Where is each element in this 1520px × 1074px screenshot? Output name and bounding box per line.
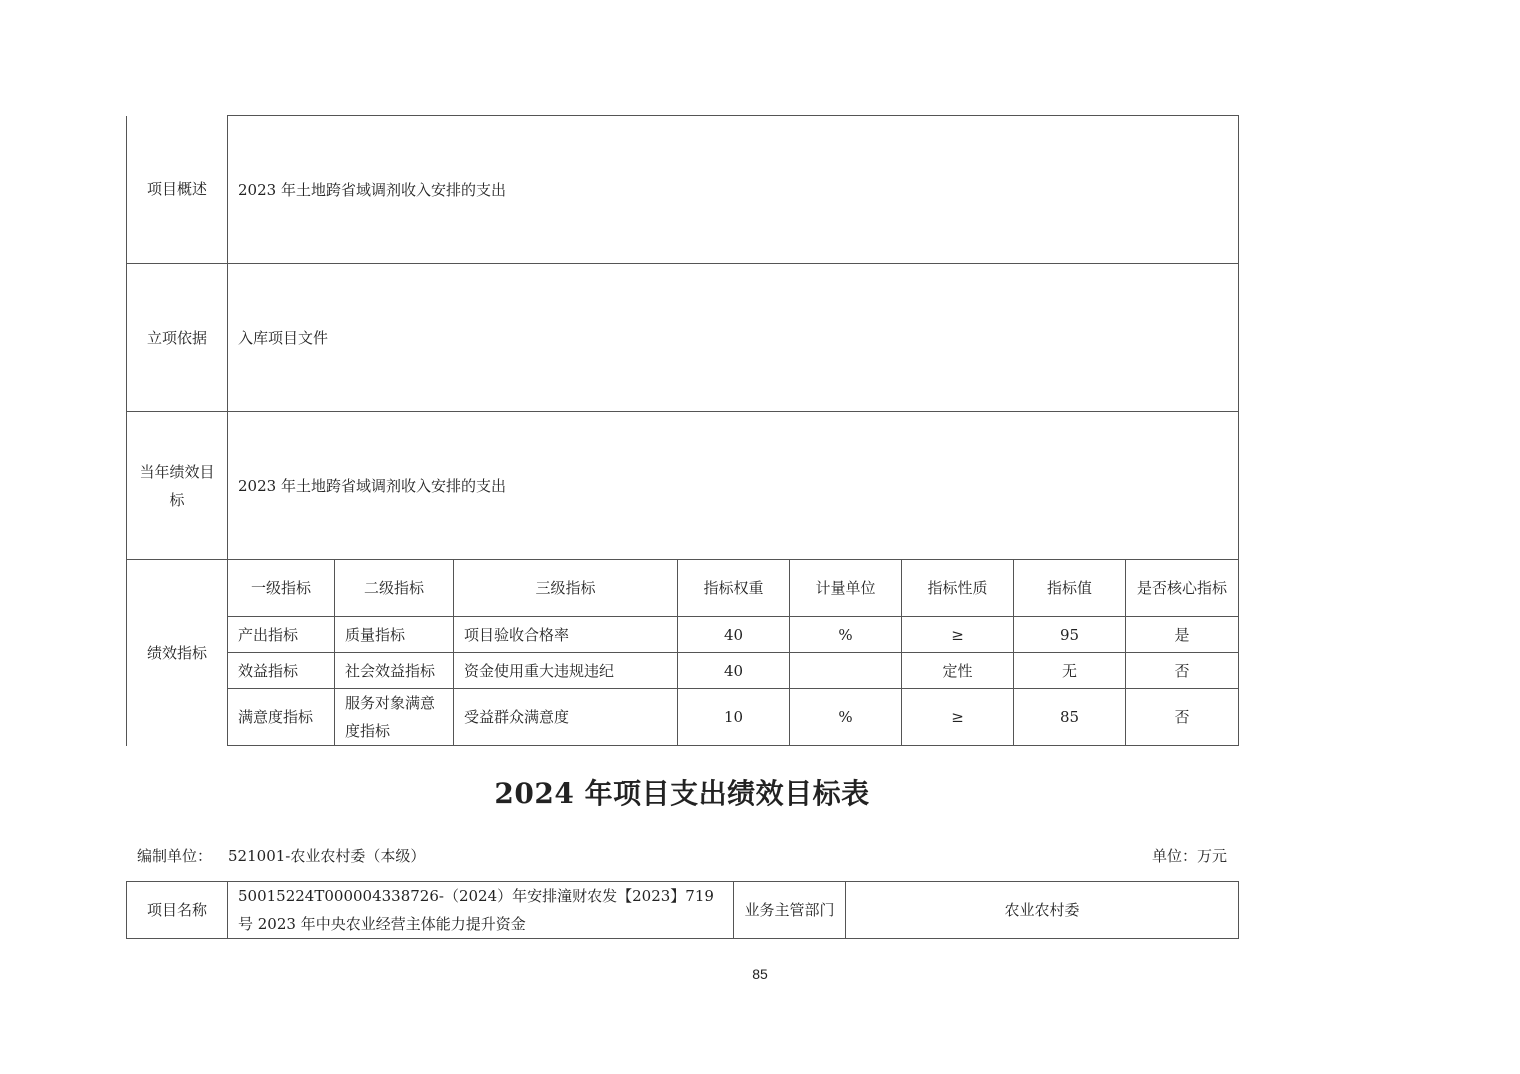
- table-cell: [790, 653, 902, 689]
- project-basis-label: 立项依据: [127, 264, 228, 412]
- table-cell: 10: [678, 689, 790, 746]
- table-cell: 项目验收合格率: [454, 617, 678, 653]
- currency-unit: 单位：万元: [1151, 847, 1227, 865]
- table-cell: 85: [1014, 689, 1126, 746]
- annual-goal-row: [127, 412, 1239, 560]
- dept-label: 业务主管部门: [734, 882, 846, 939]
- project-basis-row: [127, 264, 1239, 412]
- table-cell: ≥: [902, 689, 1014, 746]
- org-label: 编制单位：: [137, 847, 213, 865]
- table-cell: %: [790, 689, 902, 746]
- project-name-label: 项目名称: [127, 882, 228, 939]
- annual-goal-label: 当年绩效目标: [127, 412, 228, 560]
- project-name-row: [127, 882, 1239, 939]
- column-header: 三级指标: [454, 560, 678, 617]
- table-row: [127, 689, 1239, 746]
- section-title: 2024 年项目支出绩效目标表: [494, 777, 870, 810]
- table-cell: %: [790, 617, 902, 653]
- table-cell: 否: [1126, 653, 1239, 689]
- project-info-table: [126, 881, 1239, 939]
- table-row: [127, 653, 1239, 689]
- table-cell: 资金使用重大违规违纪: [454, 653, 678, 689]
- column-header: 是否核心指标: [1126, 560, 1239, 617]
- column-header: 计量单位: [790, 560, 902, 617]
- column-header: 指标权重: [678, 560, 790, 617]
- annual-goal-value: 2023 年土地跨省域调剂收入安排的支出: [228, 412, 1239, 560]
- table-cell: 是: [1126, 617, 1239, 653]
- performance-goal-table: [126, 115, 1239, 746]
- table-cell: 服务对象满意度指标: [335, 689, 454, 746]
- table-cell: 效益指标: [228, 653, 335, 689]
- table-cell: 质量指标: [335, 617, 454, 653]
- table-cell: 40: [678, 617, 790, 653]
- performance-metrics-label: 绩效指标: [127, 560, 228, 746]
- project-summary-row: [127, 116, 1239, 264]
- table-cell: 产出指标: [228, 617, 335, 653]
- column-header: 一级指标: [228, 560, 335, 617]
- table-row: [127, 617, 1239, 653]
- table-cell: 否: [1126, 689, 1239, 746]
- project-summary-label: 项目概述: [127, 116, 228, 264]
- column-header: 二级指标: [335, 560, 454, 617]
- project-basis-value: 入库项目文件: [228, 264, 1239, 412]
- column-header: 指标值: [1014, 560, 1126, 617]
- table-cell: 定性: [902, 653, 1014, 689]
- table-cell: 40: [678, 653, 790, 689]
- metrics-header-row: [127, 560, 1239, 617]
- column-header: 指标性质: [902, 560, 1014, 617]
- dept-value: 农业农村委: [846, 882, 1239, 939]
- table-cell: 受益群众满意度: [454, 689, 678, 746]
- org-unit-line: [137, 845, 1227, 866]
- org-value: 521001-农业农村委（本级）: [228, 847, 426, 865]
- project-summary-value: 2023 年土地跨省域调剂收入安排的支出: [228, 116, 1239, 264]
- table-cell: 社会效益指标: [335, 653, 454, 689]
- table-cell: ≥: [902, 617, 1014, 653]
- table-cell: 满意度指标: [228, 689, 335, 746]
- page-number: 85: [752, 966, 768, 982]
- table-cell: 无: [1014, 653, 1126, 689]
- table-cell: 95: [1014, 617, 1126, 653]
- project-name-value: 50015224T000004338726-（2024）年安排潼财农发【2023】719 号 2023 年中央农业经营主体能力提升资金: [228, 882, 734, 939]
